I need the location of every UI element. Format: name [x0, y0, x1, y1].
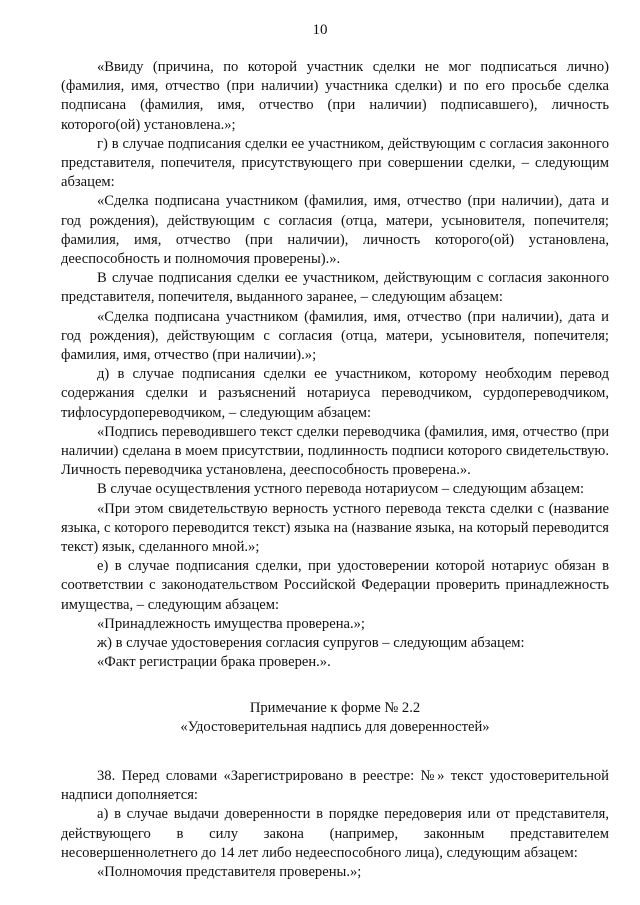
paragraph: 38. Перед словами «Зарегистрировано в реестре: №» текст удостоверительной надписи дополняется: [61, 767, 609, 804]
paragraph: д) в случае подписания сделки ее участником, которому необходим перевод содержания сделки и разъяснений нотариуса переводчиком, сурдопереводчиком, тифлосурдопереводчиком, – следующим абзацем: [61, 366, 609, 421]
page-number: 10 [312, 22, 328, 38]
note-heading-line1: Примечание к форме № 2.2 [249, 699, 421, 716]
paragraph: ж) в случае удостоверения согласия супругов – следующим абзацем: [97, 635, 525, 652]
paragraph: «Сделка подписана участником (фамилия, имя, отчество (при наличии), дата и год рождения), действующим с согласия (отца, матери, усыновителя, попечителя; фамилия, имя, отчество (при наличии).»; [61, 308, 609, 364]
document-body [61, 58, 609, 882]
paragraph: «При этом свидетельствую верность устного перевода текста сделки с (название языка, с которого переводится текст) языка на (название языка, на который переводится текст) язык, сделанного мной.»; [61, 500, 609, 556]
paragraph: «Ввиду (причина, по которой участник сделки не мог подписаться лично) (фамилия, имя, отчество (при наличии) участника сделки) и по его просьбе сделка подписана (фамилия, имя, отчество (при наличии) подписавшего), личность которого(ой) установлена.»; [61, 59, 609, 133]
paragraph: «Полномочия представителя проверены.»; [97, 863, 362, 880]
paragraph: «Сделка подписана участником (фамилия, имя, отчество (при наличии), дата и год рождения), действующим с согласия (отца, матери, усыновителя, попечителя; фамилия, имя, отчество (при наличии), личность которого(ой) установлена, дееспособность и полномочия проверены).». [61, 193, 609, 268]
note-heading-line2: «Удостоверительная надпись для доверенностей» [180, 718, 490, 735]
paragraph: г) в случае подписания сделки ее участником, действующим с согласия законного представителя, попечителя, присутствующего при совершении сделки, – следующим абзацем: [61, 135, 609, 191]
paragraph: а) в случае выдачи доверенности в порядке передоверия или от представителя, действующего в силу закона (например, законным представителем несовершеннолетнего до 14 лет либо недееспособного лица), следующим абзацем: [61, 806, 609, 861]
paragraph: В случае подписания сделки ее участником, действующим с согласия законного представителя, попечителя, выданного заранее, – следующим абзацем: [61, 270, 609, 306]
paragraph: «Подпись переводившего текст сделки переводчика (фамилия, имя, отчество (при наличии) сделана в моем присутствии, подлинность подписи которого свидетельствую. Личность переводчика установлена, дееспособность проверена.». [61, 423, 609, 479]
paragraph: «Факт регистрации брака проверен.». [97, 654, 331, 671]
paragraph: е) в случае подписания сделки, при удостоверении которой нотариус обязан в соответствии с законодательством Российской Федерации проверить принадлежность имущества, – следующим абзацем: [61, 558, 609, 613]
paragraph: В случае осуществления устного перевода нотариусом – следующим абзацем: [97, 481, 585, 498]
paragraph: «Принадлежность имущества проверена.»; [97, 615, 365, 632]
